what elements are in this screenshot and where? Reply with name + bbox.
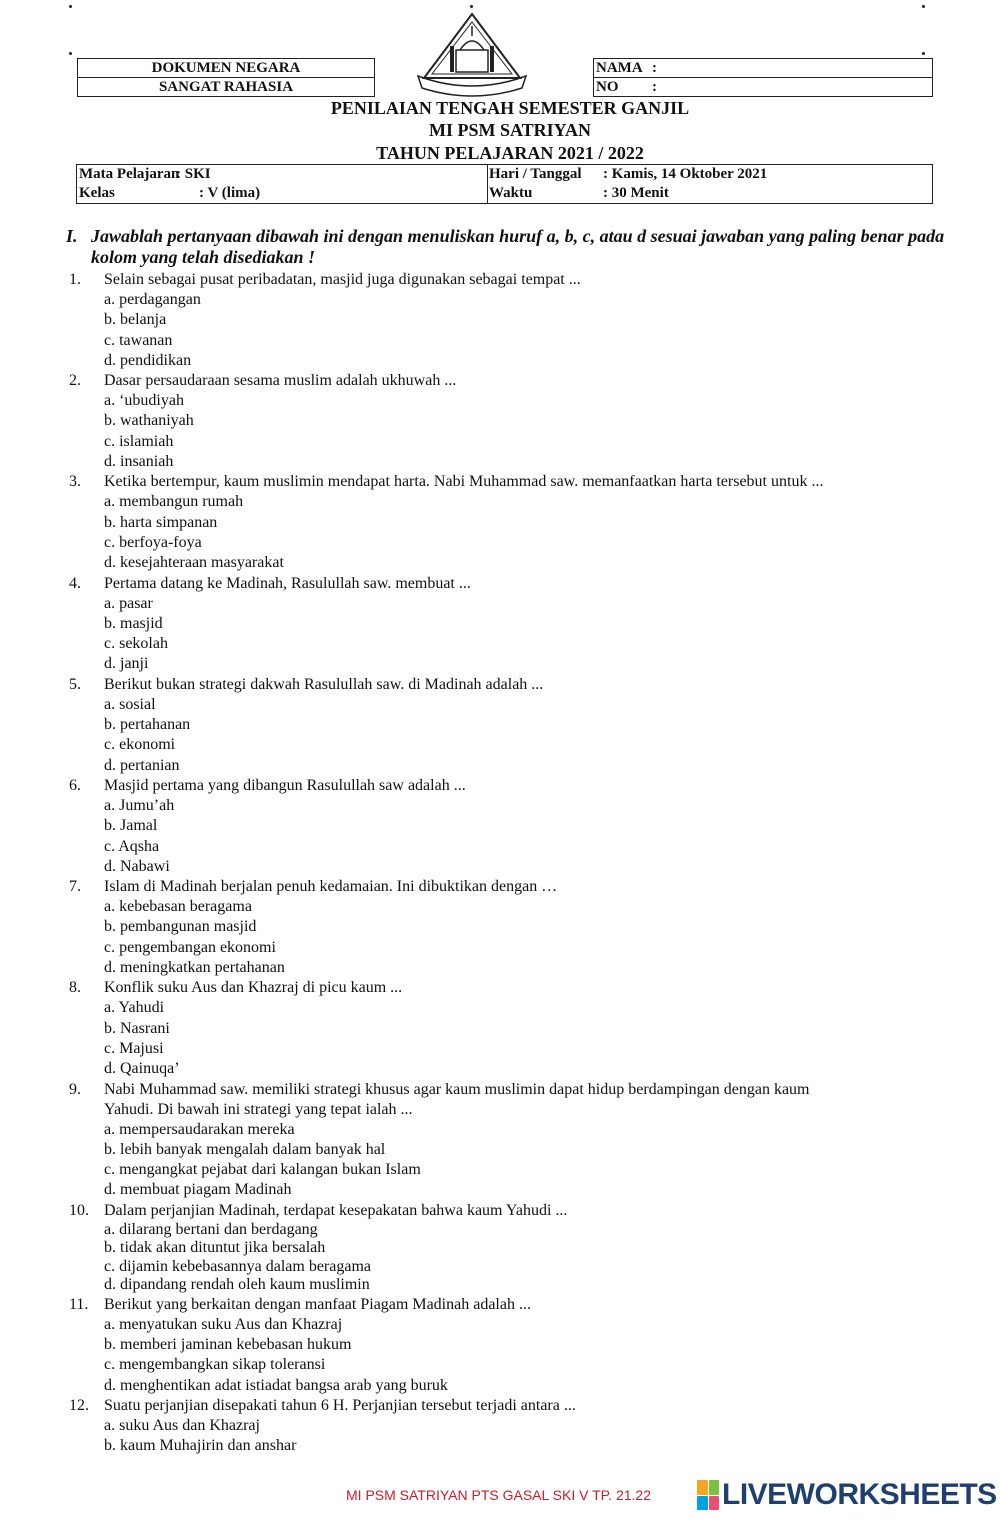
answer-option: a. menyatukan suku Aus dan Khazraj (104, 1315, 343, 1333)
question-text-continued: Yahudi. Di bawah ini strategi yang tepat ialah ... (104, 1100, 413, 1118)
corner-dot (470, 5, 473, 8)
question-text: Berikut bukan strategi dakwah Rasulullah saw. di Madinah adalah ... (104, 675, 544, 693)
answer-option: d. meningkatkan pertahanan (104, 959, 285, 977)
question-item (0, 776, 1000, 877)
answer-option: d. kesejahteraan masyarakat (104, 554, 284, 572)
time-row (489, 184, 669, 202)
question-text: Dalam perjanjian Madinah, terdapat kesepakatan bahwa kaum Yahudi ... (104, 1201, 568, 1219)
answer-option: a. mempersaudarakan mereka (104, 1120, 295, 1138)
answer-option: a. Yahudi (104, 999, 165, 1017)
question-text: Selain sebagai pusat peribadatan, masjid juga digunakan sebagai tempat ... (104, 271, 581, 288)
answer-option: c. mengembangkan sikap toleransi (104, 1356, 326, 1374)
answer-option: c. ekonomi (104, 736, 176, 754)
answer-option: a. Jumu’ah (104, 796, 175, 814)
answer-option: d. dipandang rendah oleh kaum muslimin (104, 1276, 370, 1294)
question-item (0, 1201, 1000, 1295)
answer-option: c. tawanan (104, 331, 173, 349)
subject-row (79, 165, 211, 183)
question-text: Konflik suku Aus dan Khazraj di picu kaum ... (104, 979, 403, 997)
footer-note: MI PSM SATRIYAN PTS GASAL SKI V TP. 21.22 (346, 1487, 651, 1503)
name-row[interactable] (594, 59, 932, 77)
answer-option: c. sekolah (104, 635, 168, 653)
question-number: 4. (69, 574, 81, 592)
question-number: 6. (69, 776, 81, 794)
question-list (0, 270, 1000, 1456)
corner-dot (69, 52, 72, 55)
answer-option: c. islamiah (104, 432, 174, 450)
question-item (0, 877, 1000, 978)
section-instruction (66, 226, 946, 268)
answer-option: d. pendidikan (104, 351, 192, 369)
question-item (0, 1080, 1000, 1201)
section-number: I. (66, 226, 78, 246)
question-number: 9. (69, 1080, 81, 1098)
answer-option: d. Nabawi (104, 857, 170, 875)
answer-option: d. Qainuqa’ (104, 1060, 180, 1078)
answer-option: a. membangun rumah (104, 493, 244, 511)
name-separator: : (652, 60, 657, 76)
question-text: Dasar persaudaraan sesama muslim adalah ukhuwah ... (104, 372, 457, 390)
answer-option: c. Aqsha (104, 837, 160, 855)
answer-option: b. Jamal (104, 817, 158, 835)
academic-year: TAHUN PELAJARAN 2021 / 2022 (376, 143, 644, 163)
classification-line: DOKUMEN NEGARA (151, 60, 301, 76)
document-classification-box (77, 58, 375, 97)
question-item (0, 270, 1000, 371)
answer-option: a. sosial (104, 695, 156, 713)
answer-option: d. pertanian (104, 756, 180, 774)
answer-option: b. tidak akan dituntut jika bersalah (104, 1239, 326, 1257)
answer-option: b. memberi jaminan kebebasan hukum (104, 1335, 352, 1353)
answer-option: b. belanja (104, 311, 167, 329)
brand-name: LIVEWORKSHEETS (722, 1478, 997, 1511)
liveworksheets-logo-icon (697, 1480, 719, 1510)
number-separator: : (652, 79, 657, 95)
time-value: : 30 Menit (603, 185, 669, 201)
question-text: Pertama datang ke Madinah, Rasulullah saw. membuat ... (104, 574, 471, 592)
answer-option: a. pasar (104, 594, 153, 612)
question-number: 11. (69, 1295, 89, 1313)
question-number: 3. (69, 473, 81, 491)
answer-option: a. kebebasan beragama (104, 898, 252, 916)
answer-option: b. pertahanan (104, 716, 191, 734)
subject-label: Mata Pelajaran (79, 166, 180, 182)
question-item (0, 472, 1000, 573)
question-item (0, 371, 1000, 472)
school-name: MI PSM SATRIYAN (428, 120, 592, 140)
student-identity-box (593, 58, 933, 97)
school-logo (412, 12, 532, 98)
name-label: NAMA (596, 60, 643, 76)
answer-option: b. kaum Muhajirin dan anshar (104, 1437, 297, 1455)
exam-title: PENILAIAN TENGAH SEMESTER GANJIL (330, 98, 690, 118)
answer-option: b. lebih banyak mengalah dalam banyak hal (104, 1140, 386, 1158)
classification-line: SANGAT RAHASIA (78, 77, 374, 96)
answer-option: c. mengangkat pejabat dari kalangan bukan Islam (104, 1161, 421, 1179)
class-row (79, 184, 260, 202)
corner-dot (69, 5, 72, 8)
question-text: Islam di Madinah berjalan penuh kedamaian. Ini dibuktikan dengan … (104, 878, 558, 896)
answer-option: b. Nasrani (104, 1019, 170, 1037)
answer-option: c. Majusi (104, 1039, 164, 1057)
question-text: Ketika bertempur, kaum muslimin mendapat harta. Nabi Muhammad saw. memanfaatkan harta tersebut untuk ... (104, 473, 824, 491)
question-number: 12. (69, 1396, 89, 1414)
question-item (0, 1396, 1000, 1457)
subject-value: : SKI (176, 166, 211, 182)
question-text: Nabi Muhammad saw. memiliki strategi khusus agar kaum muslimin dapat hidup berdampingan dengan kaum (104, 1080, 810, 1098)
question-item (0, 978, 1000, 1079)
number-label: NO (596, 79, 619, 95)
answer-option: b. wathaniyah (104, 412, 194, 430)
answer-option: d. janji (104, 655, 149, 673)
answer-option: b. masjid (104, 614, 163, 632)
instruction-text: Jawablah pertanyaan dibawah ini dengan menuliskan huruf a, b, c, atau d sesuai jawaban yang paling benar pada kolom yang telah disediakan ! (91, 226, 945, 267)
date-label: Hari / Tanggal (489, 166, 582, 182)
question-number: 5. (69, 675, 81, 693)
answer-option: a. perdagangan (104, 291, 201, 308)
class-label: Kelas (79, 185, 115, 201)
answer-option: a. ‘ubudiyah (104, 392, 184, 410)
exam-info-box (76, 164, 933, 204)
question-item (0, 1295, 1000, 1396)
date-value: : Kamis, 14 Oktober 2021 (603, 166, 768, 182)
question-text: Berikut yang berkaitan dengan manfaat Piagam Madinah adalah ... (104, 1295, 531, 1313)
question-item (0, 574, 1000, 675)
corner-dot (922, 5, 925, 8)
number-row[interactable] (594, 77, 932, 96)
question-text: Suatu perjanjian disepakati tahun 6 H. Perjanjian tersebut terjadi antara ... (104, 1396, 576, 1414)
answer-option: a. suku Aus dan Khazraj (104, 1416, 260, 1434)
liveworksheets-brand[interactable] (697, 1478, 997, 1512)
info-divider (487, 165, 488, 203)
answer-option: d. membuat piagam Madinah (104, 1181, 292, 1199)
question-number: 2. (69, 372, 81, 390)
answer-option: b. pembangunan masjid (104, 918, 257, 936)
answer-option: c. pengembangan ekonomi (104, 938, 276, 956)
date-row (489, 165, 767, 183)
time-label: Waktu (489, 185, 533, 201)
question-text: Masjid pertama yang dibangun Rasulullah saw adalah ... (104, 776, 466, 794)
answer-option: c. dijamin kebebasannya dalam beragama (104, 1257, 371, 1275)
class-value: : V (lima) (199, 185, 261, 201)
answer-option: a. dilarang bertani dan berdagang (104, 1220, 318, 1238)
answer-option: d. menghentikan adat istiadat bangsa arab yang buruk (104, 1376, 448, 1394)
answer-option: d. insaniah (104, 453, 174, 471)
answer-option: b. harta simpanan (104, 513, 218, 531)
corner-dot (922, 52, 925, 55)
answer-option: c. berfoya-foya (104, 533, 202, 551)
question-number: 10. (69, 1201, 89, 1219)
question-item (0, 675, 1000, 776)
question-number: 7. (69, 878, 81, 896)
question-number: 8. (69, 979, 81, 997)
question-number: 1. (69, 271, 81, 288)
